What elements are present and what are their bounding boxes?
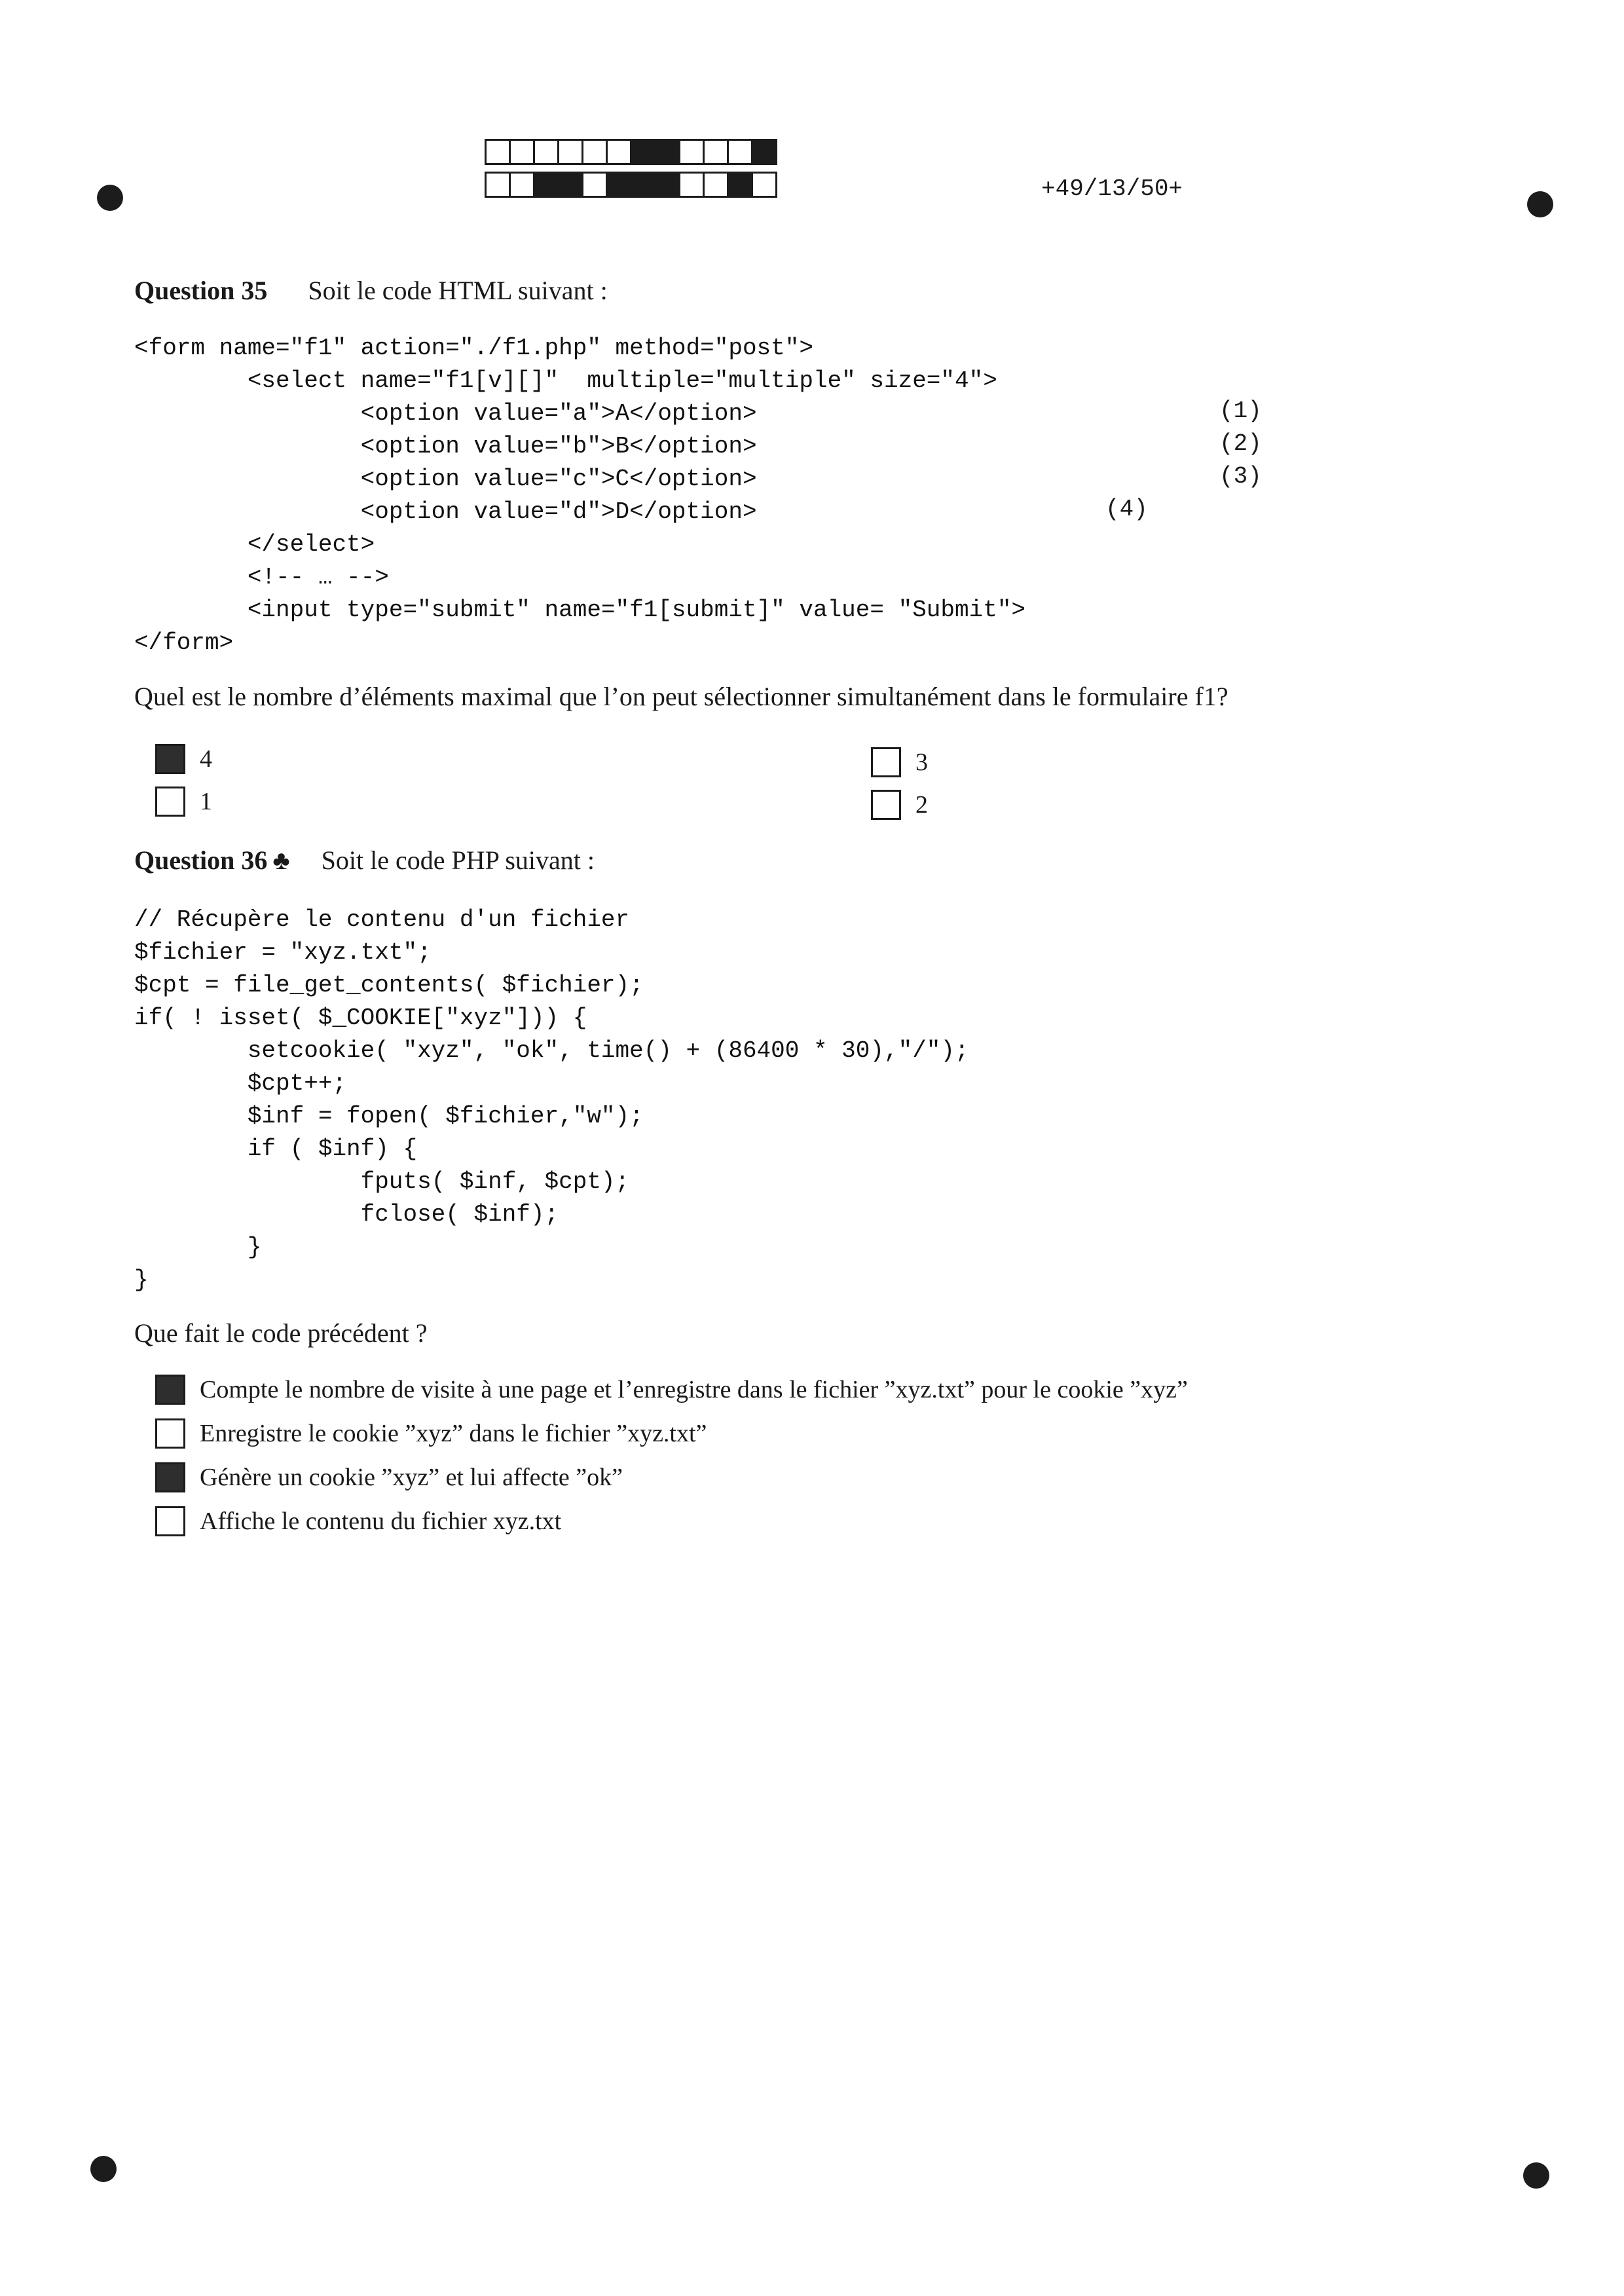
barcode-cell [557,139,583,165]
barcode-cell [509,172,535,198]
barcode-cell [557,172,583,198]
barcode-cell [581,172,608,198]
barcode-cell [654,139,680,165]
checkbox[interactable] [155,744,185,774]
question-35-header [134,275,608,306]
question-35-intro: Soit le code HTML suivant : [308,276,608,305]
barcode-cell [485,172,511,198]
registration-mark-top-left [97,185,123,211]
q35-answer-2[interactable] [871,790,928,820]
question-36-prompt: Que fait le code précédent ? [134,1318,428,1348]
q35-answer-3[interactable] [871,747,928,777]
question-35-prompt: Quel est le nombre d’éléments maximal que l’on peut sélectionner simultanément dans le formulaire f1? [134,682,1228,711]
barcode-cell [606,172,632,198]
barcode-cell [485,139,511,165]
answer-label: 1 [200,788,212,815]
checkbox[interactable] [155,1418,185,1449]
barcode-cell [533,172,559,198]
barcode-cell [606,139,632,165]
page-id: +49/13/50+ [1041,176,1183,202]
barcode-cell [678,172,705,198]
barcode-cell [703,172,729,198]
q35-answer-1[interactable] [155,787,212,817]
option-annotation-4: (4) [1105,496,1148,523]
answer-label: Génère un cookie ”xyz” et lui affecte ”ok” [200,1464,623,1491]
barcode-cell [581,139,608,165]
q36-answer-b[interactable] [155,1418,707,1449]
answer-label: 2 [915,791,928,819]
registration-mark-bottom-right [1523,2162,1549,2189]
q36-answer-a[interactable] [155,1375,1188,1405]
question-36-intro: Soit le code PHP suivant : [321,845,595,875]
barcode-cell [630,139,656,165]
question-36-number: Question 36 [134,845,268,875]
registration-mark-top-right [1527,191,1553,217]
answer-label: 4 [200,745,212,773]
barcode-cell [751,139,777,165]
checkbox[interactable] [155,787,185,817]
registration-mark-bottom-left [90,2156,117,2182]
barcode-row-2 [485,172,775,198]
barcode-cell [727,172,753,198]
checkbox[interactable] [871,790,901,820]
option-annotation-2: (2) [1219,430,1262,457]
club-icon: ♣ [272,845,290,875]
q35-answer-4[interactable] [155,744,212,774]
q36-answer-c[interactable] [155,1462,623,1492]
php-code-block: // Récupère le contenu d'un fichier $fichier = "xyz.txt"; $cpt = file_get_contents( $fichier); if( ! isset( $_COOKIE["xyz"])) { setcookie( "xyz", "ok", time() + (86400 * 30),"/"); $cpt++; $inf = fopen( $fichier,"w"); if ( $inf) { fputs( $inf, $cpt); fclose( $inf); } } [134,906,969,1293]
answer-label: 3 [915,749,928,776]
barcode-cell [533,139,559,165]
barcode-cell [751,172,777,198]
html-code-block: <form name="f1" action="./f1.php" method="post"> <select name="f1[v][]" multiple="multiple" size="4"> <option value="a">A</option> <option value="b">B</option> <option value="c">C</option> <option value="d">D</option> </select> <!-- … --> <input type="submit" name="f1[submit]" value= "Submit"> </form> [134,335,1026,656]
barcode-cell [630,172,656,198]
checkbox[interactable] [155,1462,185,1492]
answer-label: Enregistre le cookie ”xyz” dans le fichier ”xyz.txt” [200,1420,707,1447]
answer-label: Affiche le contenu du fichier xyz.txt [200,1508,562,1535]
barcode-row-1 [485,139,775,165]
barcode-cell [654,172,680,198]
question-36-header [134,845,595,876]
checkbox[interactable] [871,747,901,777]
barcode-cell [727,139,753,165]
question-35-number: Question 35 [134,276,268,305]
barcode-cell [678,139,705,165]
barcode-cell [703,139,729,165]
checkbox[interactable] [155,1375,185,1405]
option-annotation-1: (1) [1219,398,1262,424]
option-annotation-3: (3) [1219,463,1262,490]
checkbox[interactable] [155,1506,185,1536]
q36-answer-d[interactable] [155,1506,561,1536]
barcode-cell [509,139,535,165]
answer-label: Compte le nombre de visite à une page et l’enregistre dans le fichier ”xyz.txt” pour le cookie ”xyz” [200,1376,1188,1403]
